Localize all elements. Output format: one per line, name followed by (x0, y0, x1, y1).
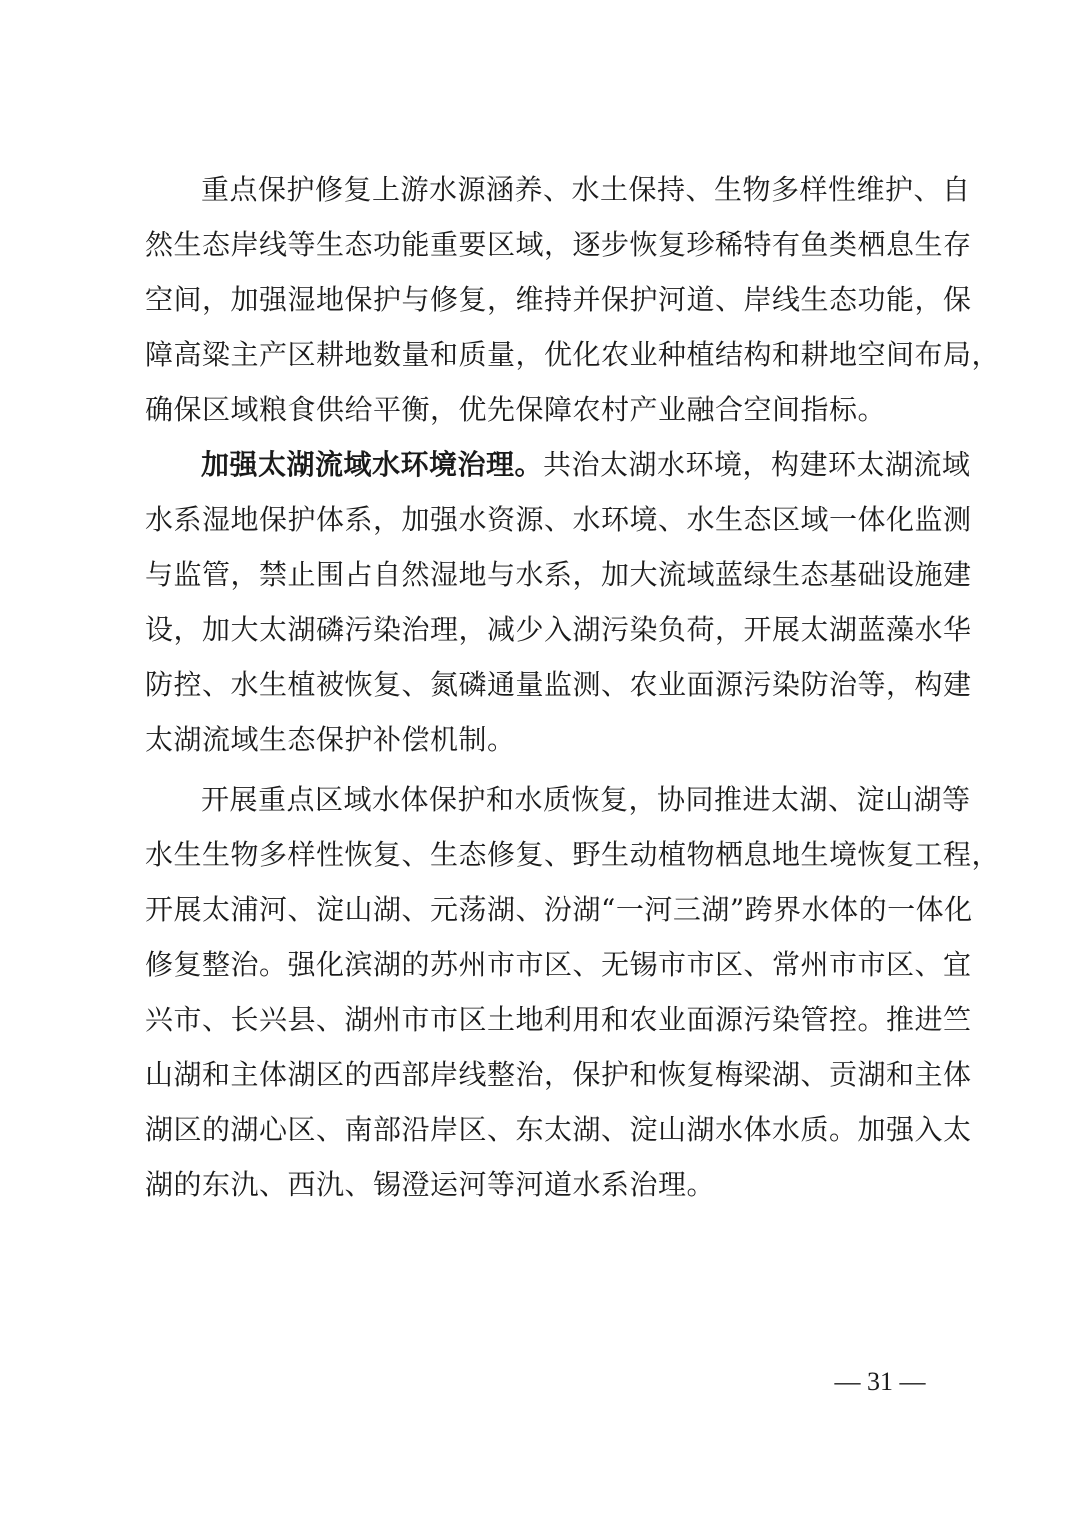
paragraph-1-line-3: 空间，加强湿地保护与修复，维持并保护河道、岸线生态功能，保 (145, 283, 972, 316)
paragraph-2-line-5: 防控、水生植被恢复、氮磷通量监测、农业面源污染防治等，构建 (145, 668, 972, 701)
paragraph-2-line-3: 与监管，禁止围占自然湿地与水系，加大流域蓝绿生态基础设施建 (145, 558, 972, 591)
paragraph-2-heading: 加强太湖流域水环境治理。 (201, 448, 544, 481)
page-number: — 31 — (834, 1367, 926, 1396)
paragraph-3-line-4: 修复整治。强化滨湖的苏州市市区、无锡市市区、常州市市区、宜 (145, 948, 972, 981)
paragraph-1-line-4: 障高粱主产区耕地数量和质量，优化农业种植结构和耕地空间布局， (145, 338, 1001, 371)
paragraph-2-line-2: 水系湿地保护体系，加强水资源、水环境、水生态区域一体化监测 (145, 503, 972, 536)
paragraph-3-line-5: 兴市、长兴县、湖州市市区土地利用和农业面源污染管控。推进竺 (145, 1003, 972, 1036)
paragraph-1-line-2: 然生态岸线等生态功能重要区域，逐步恢复珍稀特有鱼类栖息生存 (145, 228, 972, 261)
paragraph-1-line-5: 确保区域粮食供给平衡，优先保障农村产业融合空间指标。 (145, 393, 887, 426)
paragraph-3-line-6: 山湖和主体湖区的西部岸线整治，保护和恢复梅梁湖、贡湖和主体 (145, 1058, 972, 1091)
paragraph-3-line-3: 开展太浦河、淀山湖、元荡湖、汾湖“一河三湖”跨界水体的一体化 (145, 893, 973, 926)
paragraph-2-line-4: 设，加大太湖磷污染治理，减少入湖污染负荷，开展太湖蓝藻水华 (145, 613, 972, 646)
paragraph-1-line-1: 重点保护修复上游水源涵养、水土保持、生物多样性维护、自 (201, 173, 971, 206)
paragraph-2-line-1 (201, 445, 971, 485)
paragraph-2-line-1-rest: 共治太湖水环境，构建环太湖流域 (543, 448, 971, 481)
paragraph-3-line-8: 湖的东氿、西氿、锡澄运河等河道水系治理。 (145, 1168, 716, 1201)
paragraph-3-line-2: 水生生物多样性恢复、生态修复、野生动植物栖息地生境恢复工程， (145, 838, 1001, 871)
paragraph-3-line-1: 开展重点区域水体保护和水质恢复，协同推进太湖、淀山湖等 (201, 783, 971, 816)
paragraph-2-line-6: 太湖流域生态保护补偿机制。 (145, 723, 516, 756)
paragraph-3-line-7: 湖区的湖心区、南部沿岸区、东太湖、淀山湖水体水质。加强入太 (145, 1113, 972, 1146)
